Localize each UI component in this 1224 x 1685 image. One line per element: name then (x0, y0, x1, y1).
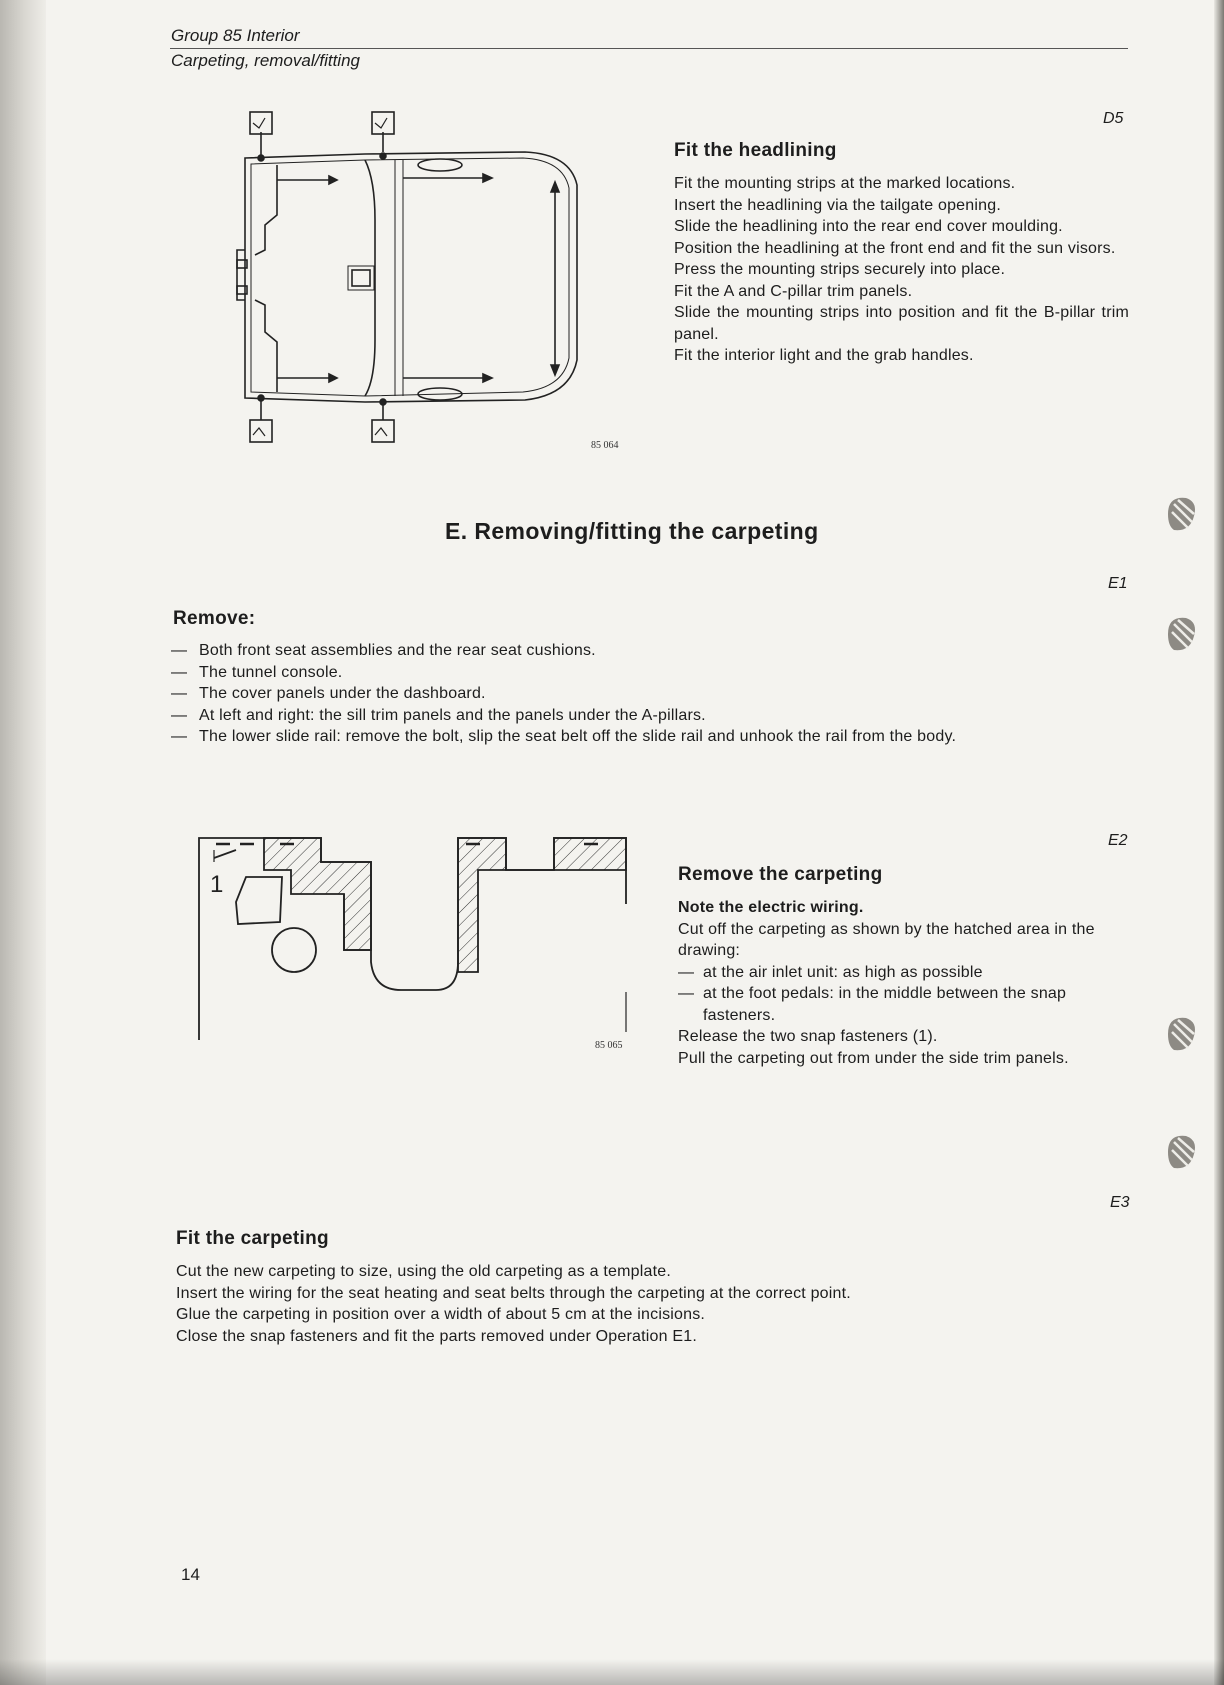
instruction-line: Fit the A and C-pillar trim panels. (674, 282, 913, 300)
headlining-diagram (225, 110, 605, 460)
page-number: 14 (181, 1565, 200, 1584)
step-ref-e3: E3 (1110, 1194, 1130, 1211)
instruction-line: Slide the mounting strips into position and fit the B-pillar trim panel. (674, 304, 1129, 343)
binder-ring-icon (1164, 1130, 1198, 1174)
remove-list (171, 640, 956, 748)
section-header: Carpeting, removal/fitting (171, 51, 360, 70)
heading-fit-carpeting: Fit the carpeting (176, 1228, 329, 1249)
page-bottom-shadow (0, 1659, 1224, 1685)
binder-ring-icon (1164, 492, 1198, 536)
figure-number-85-065: 85 065 (595, 1040, 623, 1051)
heading-fit-headlining: Fit the headlining (674, 140, 837, 161)
wiring-note: Note the electric wiring. (678, 899, 864, 916)
instruction-line: Press the mounting strips securely into place. (674, 261, 1006, 278)
binder-ring-icon (1164, 1012, 1198, 1056)
step-ref-e1: E1 (1108, 575, 1128, 592)
instruction-line: Position the headlining at the front end and fit the sun visors. (674, 239, 1116, 257)
list-item: — At left and right: the sill trim panels and the panels under the A-pillars. (171, 706, 706, 724)
instruction-line: Close the snap fasteners and fit the parts removed under Operation E1. (176, 1327, 697, 1345)
instruction-line: Cut off the carpeting as shown by the hatched area in the drawing: (678, 920, 1095, 959)
list-item: — The cover panels under the dashboard. (171, 685, 486, 702)
snap-fastener-callout: 1 (210, 871, 224, 898)
heading-remove-carpeting: Remove the carpeting (678, 864, 883, 885)
instruction-line: Slide the headlining into the rear end cover moulding. (674, 218, 1063, 235)
list-item: — The lower slide rail: remove the bolt, slip the seat belt off the slide rail and unhook the rail from the body. (171, 728, 957, 745)
carpeting-diagram (196, 832, 636, 1052)
fit-carpeting-instructions (176, 1261, 1116, 1347)
step-ref-d5: D5 (1103, 110, 1124, 127)
instruction-line: Release the two snap fasteners (1). (678, 1028, 938, 1045)
instruction-line: Glue the carpeting in position over a width of about 5 cm at the incisions. (176, 1306, 706, 1323)
group-header: Group 85 Interior (171, 26, 300, 45)
instruction-line: Insert the wiring for the seat heating and seat belts through the carpeting at the correct point. (176, 1284, 851, 1302)
remove-carpeting-instructions (678, 897, 1133, 1069)
instruction-line: Fit the mounting strips at the marked locations. (674, 175, 1016, 192)
list-item: — Both front seat assemblies and the rear seat cushions. (171, 642, 596, 659)
instruction-line: Cut the new carpeting to size, using the old carpeting as a template. (176, 1263, 671, 1280)
instruction-line: Insert the headlining via the tailgate opening. (674, 196, 1001, 214)
page-edge (0, 0, 46, 1685)
binder-edge (1214, 0, 1224, 1685)
header-rule (170, 48, 1128, 49)
section-title: E. Removing/fitting the carpeting (445, 518, 819, 544)
list-item: — at the air inlet unit: as high as possible (678, 963, 983, 981)
list-item: — at the foot pedals: in the middle between the snap fasteners. (678, 985, 1067, 1024)
instruction-line: Pull the carpeting out from under the side trim panels. (678, 1049, 1069, 1067)
heading-remove: Remove: (173, 608, 256, 629)
instruction-line: Fit the interior light and the grab handles. (674, 347, 974, 364)
headlining-instructions (674, 173, 1129, 367)
figure-number-85-064: 85 064 (591, 440, 619, 451)
step-ref-e2: E2 (1108, 832, 1128, 849)
list-item: — The tunnel console. (171, 663, 343, 681)
binder-ring-icon (1164, 612, 1198, 656)
